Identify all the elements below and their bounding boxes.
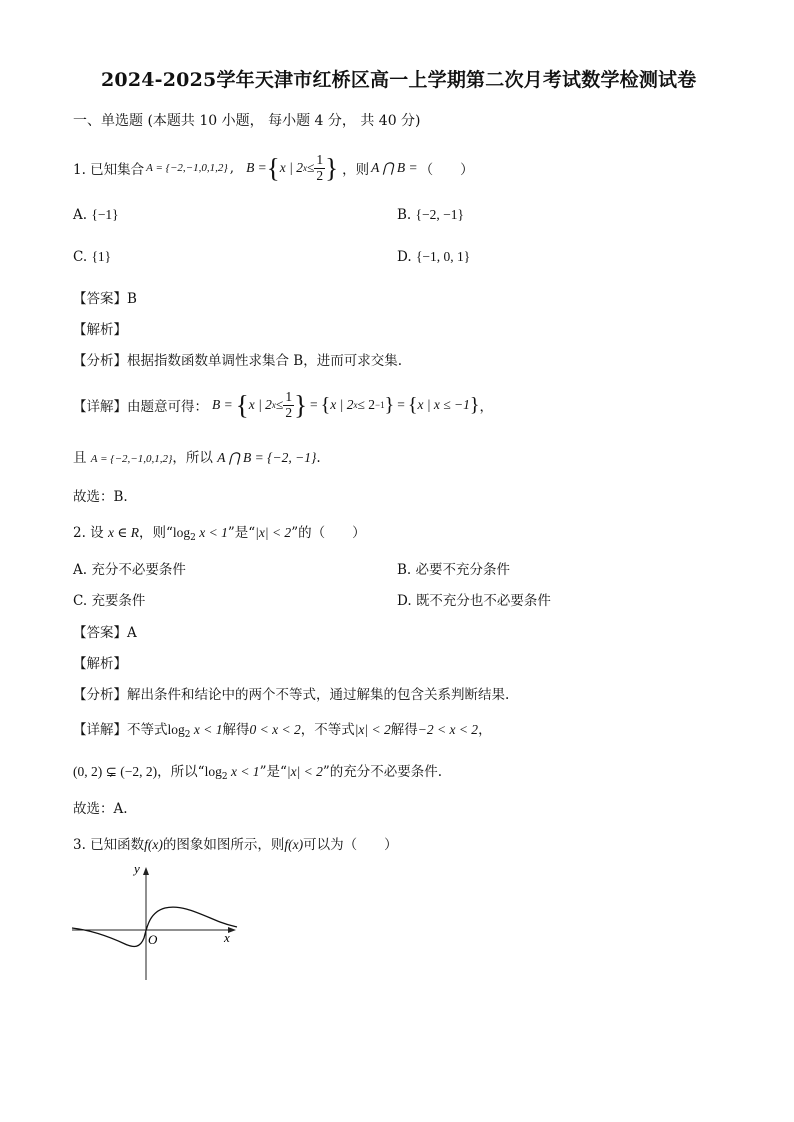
x-axis-label: x [224,930,230,945]
q1-detail-math: B = { x | 2 x ≤ $\frac{1}{2}$ } = { x | 2 x ≤ 2 −1 } = { x | x ≤ −1 } [212,389,480,420]
q1-set-a: A = {−2,−1,0,1,2} [146,162,228,174]
origin-label: O [148,932,158,947]
question-1-stem [73,146,474,190]
q2-option-d[interactable]: D. 既不充分也不必要条件 [397,593,551,609]
q2-option-c[interactable]: C. 充要条件 [73,593,146,609]
q2-detail-line1: 【详解】不等式$\log_2 x < 1$解得0 < x < 2，不等式|x| < 2解得−2 < x < 2， [73,722,492,740]
q1-set-b: B = { x | 2 x ≤ $\frac{1}{2}$ } [246,152,339,183]
function-graph [70,862,245,984]
q1-detail-lead: 【详解】由题意可得： [73,399,208,415]
q2-detail-line2: (0, 2) ⊊ (−2, 2)，所以“$\log_2$ x < 1”是“|x| < 2”的充分不必要条件. [73,764,443,782]
q1-option-b[interactable]: B. {−2, −1} [397,207,464,223]
q1-comma: , [229,160,235,176]
y-axis-label: y [134,862,140,876]
q1-analysis-head: 【解析】 [73,322,127,338]
q1-detail-end: ， [479,399,494,415]
q1-paren: （ ） [419,162,474,178]
q1-answer: 【答案】B [73,291,137,307]
q1-option-d[interactable]: D. {−1, 0, 1} [397,249,471,265]
q1-set-b-body: x | 2 [279,160,303,175]
q2-choose: 故选：A. [73,801,128,817]
q1-choose: 故选：B. [73,489,128,505]
q1-detail [73,383,493,427]
q1-fraction: $\frac{1}{2}$ [316,152,324,183]
question-3-stem: 3. 已知函数f(x)的图象如图所示，则f(x)可以为（ ） [73,837,398,853]
page-title: 2024-2025学年天津市红桥区高一上学期第二次月考试数学检测试卷 [101,69,697,91]
q1-lead: 1. 已知集合 [73,162,145,178]
q1-fenxi: 【分析】根据指数函数单调性求集合 B，进而可求交集. [73,353,403,369]
q1-set-b-left: B = [246,160,267,175]
q1-option-c[interactable]: C. {1} [73,249,112,265]
q2-fenxi: 【分析】解出条件和结论中的两个不等式，通过解集的包含关系判断结果. [73,687,510,703]
section-header: 一、单选题 (本题共 10 小题， 每小题 4 分， 共 40 分) [73,113,421,129]
q2-answer: 【答案】A [73,625,137,641]
q1-then: ，则 [342,162,370,178]
q2-analysis-head: 【解析】 [73,656,127,672]
q2-option-b[interactable]: B. 必要不充分条件 [397,562,511,578]
question-2-stem: 2. 设 x ∈ R，则“$\log_2$ x < 1”是“|x| < 2”的（ ） [73,525,366,543]
q1-set-b-le: ≤ [306,160,315,175]
q1-ask-expr: A ⋂ B = [371,160,418,175]
y-axis-arrow [143,867,149,875]
q1-set-b-exp: x [302,163,307,173]
q1-detail-line2: 且 A = {−2,−1,0,1,2}，所以 A ⋂ B = {−2, −1}. [73,450,321,466]
q2-option-a[interactable]: A. 充分不必要条件 [73,562,186,578]
q1-option-a[interactable]: A. {−1} [73,207,119,223]
